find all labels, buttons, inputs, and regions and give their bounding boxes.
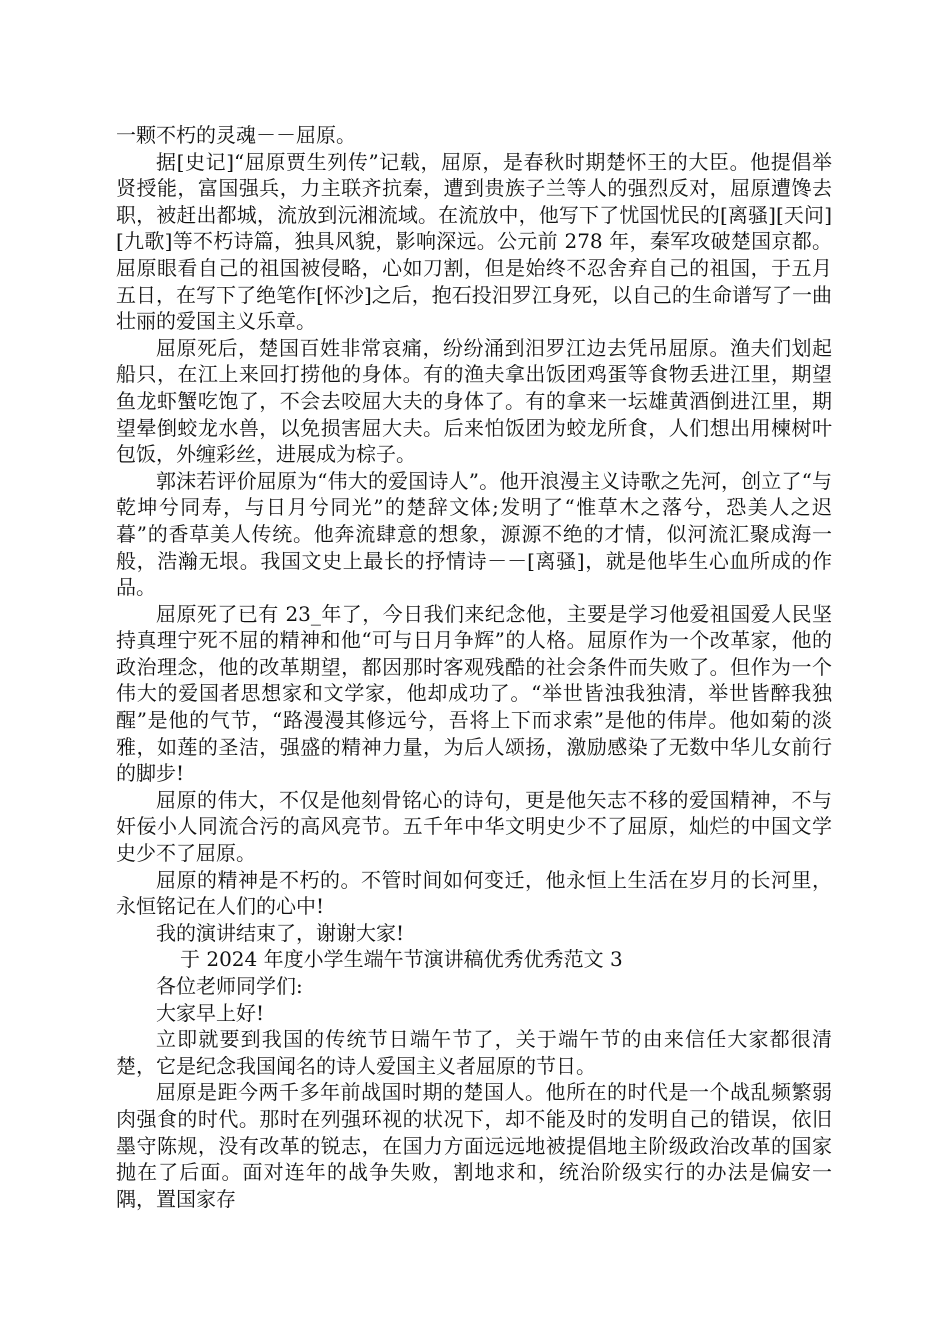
greeting-line: 各位老师同学们: xyxy=(156,974,303,998)
paragraph-2: 据[史记]“屈原贾生列传”记载，屈原，是春秋时期楚怀王的大臣。他提倡举贤授能，富国强兵，力主联齐抗秦，遭到贵族子兰等人的强烈反对，屈原遭馋去职，被赶出都城，流放到沅湘流域。在流放中，他写下了忧国忧民的[离骚][天问][九歌]等不朽诗篇，独具风貌，影响深远。公元前 278 年，秦军攻破楚国京都。屈原眼看自己的祖国被侵略，心如刀割，但是始终不忍舍弃自己的祖国，于五月五日，在写下了绝笔作[怀沙]之后，抱石投汨罗江身死，以自己的生命谱写了一曲壮丽的爱国主义乐章。 xyxy=(116,149,832,334)
document-body xyxy=(116,122,832,1212)
paragraph-3: 屈原死后，楚国百姓非常哀痛，纷纷涌到汨罗江边去凭吊屈原。渔夫们划起船只，在江上来回打捞他的身体。有的渔夫拿出饭团鸡蛋等食物丢进江里，期望鱼龙虾蟹吃饱了，不会去咬屈大夫的身体了。有的拿来一坛雄黄酒倒进江里，期望晕倒蛟龙水兽，以免损害屈大夫。后来怕饭团为蛟龙所食，人们想出用楝树叶包饭，外缠彩丝，进展成为棕子。 xyxy=(116,335,832,467)
paragraph-1: 一颗不朽的灵魂－－屈原。 xyxy=(116,123,356,147)
paragraph-6: 屈原的伟大，不仅是他刻骨铭心的诗句，更是他矢志不移的爱国精神，不与奸佞小人同流合污的高风亮节。五千年中华文明史少不了屈原，灿烂的中国文学史少不了屈原。 xyxy=(116,787,832,866)
section-heading: 于 2024 年度小学生端午节演讲稿优秀优秀范文 3 xyxy=(180,947,623,972)
good-morning-line: 大家早上好! xyxy=(156,1000,265,1025)
paragraph-8: 我的演讲结束了，谢谢大家! xyxy=(156,920,405,945)
paragraph-5: 屈原死了已有 23_年了，今日我们来纪念他，主要是学习他爱祖国爱人民坚持真理宁死不屈的精神和他“可与日月争辉”的人格。屈原作为一个改革家，他的政治理念，他的改革期望，都因那时客观残酷的社会条件而失败了。但作为一个伟大的爱国者思想家和文学家，他却成功了。“举世皆浊我独清，举世皆醉我独醒”是他的气节，“路漫漫其修远兮，吾将上下而求索”是他的伟岸。他如菊的淡雅，如莲的圣洁，强盛的精神力量，为后人颂扬，激励感染了无数中华儿女前行的脚步! xyxy=(116,601,832,786)
paragraph-9: 立即就要到我国的传统节日端午节了，关于端午节的由来信任大家都很清楚，它是纪念我国闻名的诗人爱国主义者屈原的节日。 xyxy=(116,1027,832,1078)
paragraph-4: 郭沫若评价屈原为“伟大的爱国诗人”。他开浪漫主义诗歌之先河，创立了“与乾坤兮同寿，与日月兮同光”的楚辞文体;发明了“惟草木之落兮，恐美人之迟暮”的香草美人传统。他奔流肆意的想象，源源不绝的才情，似河流汇聚成海一般，浩瀚无垠。我国文史上最长的抒情诗－－[离骚]，就是他毕生心血所成的作品。 xyxy=(116,468,832,600)
paragraph-7: 屈原的精神是不朽的。不管时间如何变迁，他永恒上生活在岁月的长河里，永恒铭记在人们的心中! xyxy=(116,867,832,919)
paragraph-10: 屈原是距今两千多年前战国时期的楚国人。他所在的时代是一个战乱频繁弱肉强食的时代。那时在列强环视的状况下，却不能及时的发明自己的错误，依旧墨守陈规，没有改革的锐志，在国力方面远远地被提倡地主阶级政治改革的国家抛在了后面。面对连年的战争失败，割地求和，统治阶级实行的办法是偏安一隅，置国家存 xyxy=(116,1080,832,1211)
